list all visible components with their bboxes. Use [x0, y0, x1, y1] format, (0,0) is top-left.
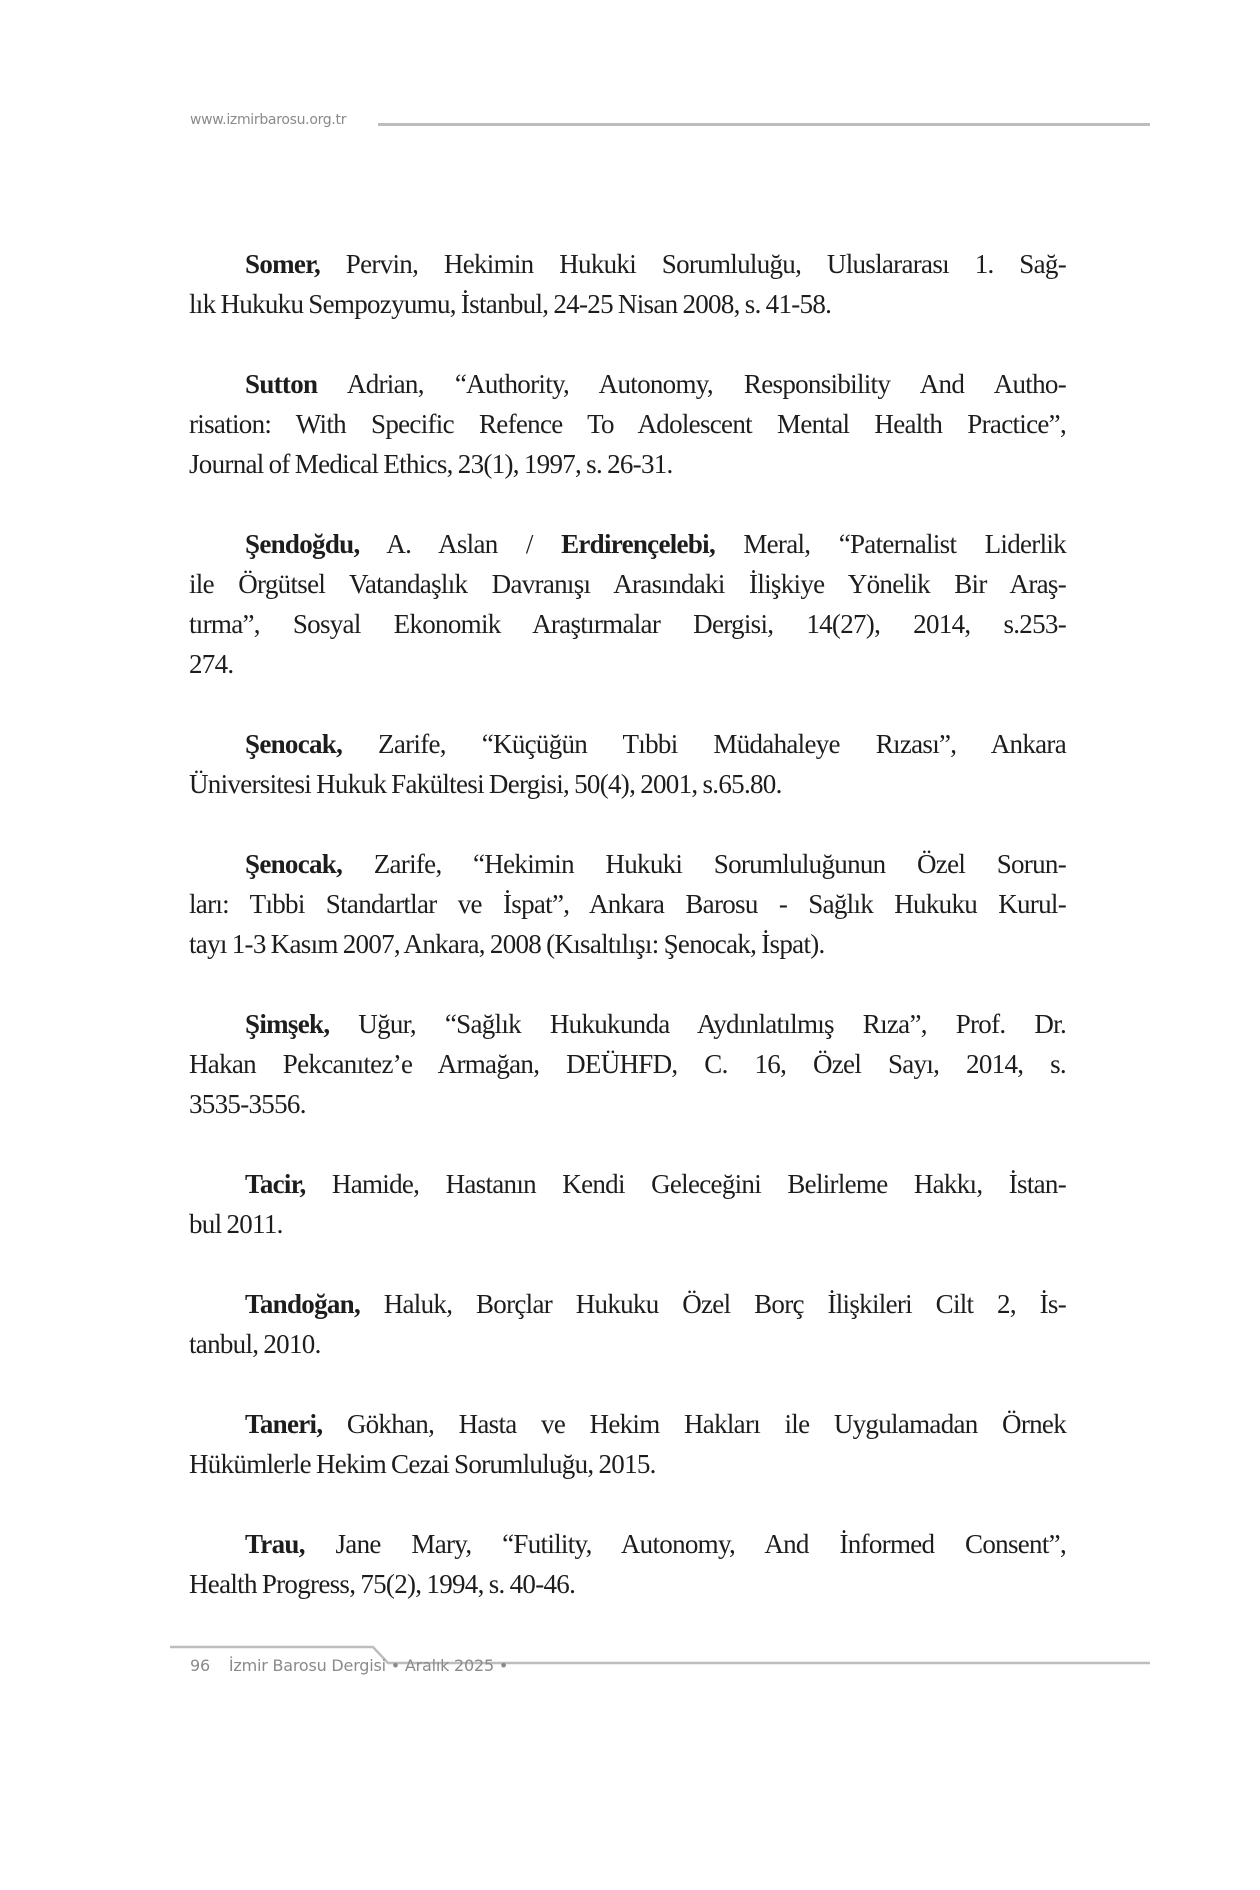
author-name: Tandoğan,: [245, 1289, 361, 1319]
entry-text: ları: Tıbbi Standartlar ve İspat”, Ankara Barosu - Sağlık Hukuku Kurul-: [189, 889, 1066, 919]
entry-text: Hükümlerle Hekim Cezai Sorumluluğu, 2015.: [189, 1449, 656, 1479]
entry-text: Adrian, “Authority, Autonomy, Responsibility And Autho-: [317, 369, 1066, 399]
author-name: Taneri,: [245, 1409, 323, 1439]
entry-text: 274.: [189, 649, 234, 679]
entry-text: risation: With Specific Refence To Adolescent Mental Health Practice”,: [189, 409, 1066, 439]
author-name: Şendoğdu,: [245, 529, 360, 559]
entry-text: tırma”, Sosyal Ekonomik Araştırmalar Dergisi, 14(27), 2014, s.253-: [189, 609, 1066, 639]
entry-text: Health Progress, 75(2), 1994, s. 40-46.: [189, 1569, 576, 1599]
entry-text: Uğur, “Sağlık Hukukunda Aydınlatılmış Rıza”, Prof. Dr.: [329, 1009, 1066, 1039]
entry-text: Zarife, “Hekimin Hukuki Sorumluluğunun Özel Sorun-: [342, 849, 1066, 879]
author-name: Şimşek,: [245, 1009, 330, 1039]
author-name: Somer,: [245, 249, 321, 279]
entry-text: tayı 1-3 Kasım 2007, Ankara, 2008 (Kısaltılışı: Şenocak, İspat).: [189, 929, 825, 959]
page-number: 96: [190, 1656, 210, 1675]
author-name: Tacir,: [245, 1169, 306, 1199]
journal-info: İzmir Barosu Dergisi • Aralık 2025 •: [228, 1656, 509, 1675]
entry-text: Journal of Medical Ethics, 23(1), 1997, s. 26-31.: [189, 449, 673, 479]
author-name: Şenocak,: [245, 849, 343, 879]
entry-text: Meral, “Paternalist Liderlik: [715, 529, 1066, 559]
entry-text: Gökhan, Hasta ve Hekim Hakları ile Uygulamadan Örnek: [322, 1409, 1066, 1439]
author-name: Şenocak,: [245, 729, 343, 759]
entry-text: bul 2011.: [189, 1209, 283, 1239]
author-name: Trau,: [245, 1529, 305, 1559]
entry-text: tanbul, 2010.: [189, 1329, 321, 1359]
entry-text: ile Örgütsel Vatandaşlık Davranışı Arasındaki İlişkiye Yönelik Bir Araş-: [189, 569, 1066, 599]
entry-text: Üniversitesi Hukuk Fakültesi Dergisi, 50(4), 2001, s.65.80.: [189, 769, 782, 799]
entry-text: 3535-3556.: [189, 1089, 306, 1119]
author-name: Erdirençelebi,: [561, 529, 715, 559]
entry-text: A. Aslan /: [359, 529, 562, 559]
entry-text: Hakan Pekcanıtez’e Armağan, DEÜHFD, C. 16, Özel Sayı, 2014, s.: [189, 1049, 1066, 1079]
entry-text: Hamide, Hastanın Kendi Geleceğini Belirleme Hakkı, İstan-: [305, 1169, 1066, 1199]
entry-text: Haluk, Borçlar Hukuku Özel Borç İlişkileri Cilt 2, İs-: [360, 1289, 1066, 1319]
footer: [190, 1656, 508, 1675]
entry-text: Zarife, “Küçüğün Tıbbi Müdahaleye Rızası”, Ankara: [342, 729, 1066, 759]
entry-text: Jane Mary, “Futility, Autonomy, And İnformed Consent”,: [304, 1529, 1066, 1559]
header-url: www.izmirbarosu.org.tr: [190, 112, 347, 128]
author-name: Sutton: [245, 369, 318, 399]
entry-text: lık Hukuku Sempozyumu, İstanbul, 24-25 Nisan 2008, s. 41-58.: [189, 289, 832, 319]
entry-text: Pervin, Hekimin Hukuki Sorumluluğu, Uluslararası 1. Sağ-: [320, 249, 1066, 279]
